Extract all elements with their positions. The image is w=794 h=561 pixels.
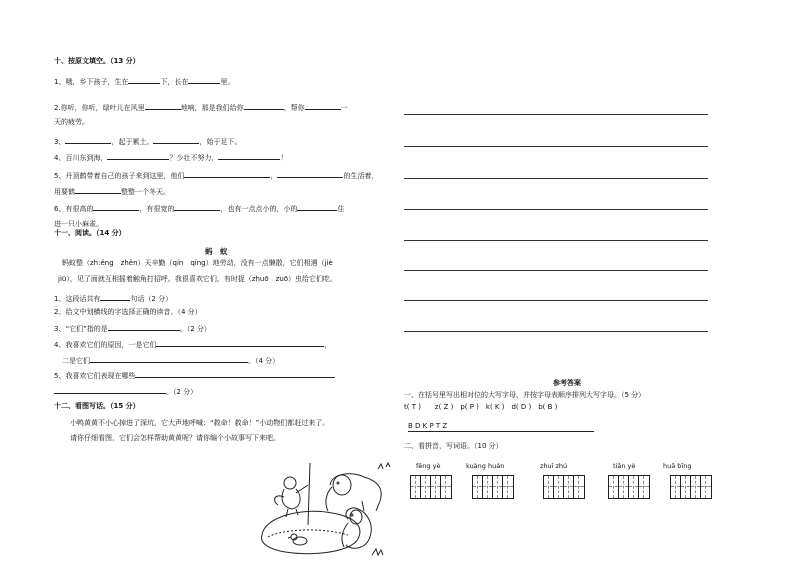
q10-1: 1、哦，乡下孩子，生在 下，长在 里。 <box>54 78 235 86</box>
q11-2: 2、给文中划横线的字选择正确的读音。（4 分） <box>54 308 202 316</box>
q11-4: 4、我喜欢它们的原因，一是它们 ， <box>54 341 332 349</box>
q11-5: 5、我喜欢它们表现在哪些 <box>54 370 335 381</box>
answer-q1: 一、在括号里写出相对位的大写字母，并按字母表顺序排列大写字母。（5 分） <box>404 391 646 399</box>
q11-5b: 。（2 分） <box>54 386 197 397</box>
q11-1: 1、这段话共有 句话（2 分） <box>54 295 173 303</box>
writing-grid-4 <box>608 475 650 499</box>
q10-2b: 天的疲劳。 <box>54 118 89 126</box>
writing-grid-2 <box>472 475 514 499</box>
q10-4: 4、百川东到海， ？少壮不努力， ！ <box>54 154 288 162</box>
writing-grid-3 <box>543 475 585 499</box>
illustration-rescue-duck <box>252 455 392 559</box>
answer-line <box>404 146 708 147</box>
passage-line-2: jiū），见了面就互相摇着触角打招呼。我很喜欢它们，有时捉（zhuō zuō）虫给它们吃。 <box>58 275 338 283</box>
passage-title: 蚂 蚁 <box>205 247 228 256</box>
answer-line <box>404 240 708 241</box>
answer-line <box>404 114 708 115</box>
answer-line <box>404 331 708 332</box>
answer-line <box>404 209 708 210</box>
passage-line-1: 蚂蚁整（zh:ěng zhěn）天辛勤（qín qíng）地劳动，没有一点懒散，它们相遇（jiè <box>62 259 333 267</box>
answer-letters: t( T ) z( Z ) p( P ) k( K ) d( D ) b( B ) <box>404 403 558 411</box>
q10-5: 5、丹顶鹤带着自己的孩子来到这里，他们 ， 的生活着， <box>54 172 379 180</box>
writing-grid-5 <box>670 475 712 499</box>
pinyin-5: huā bīng <box>663 462 692 470</box>
q10-6: 6、有很高的 ，有很宽的 ，也有一点点小的，小的 住 <box>54 205 345 213</box>
pinyin-3: zhuī zhú <box>540 462 568 470</box>
section-10-title: 十、按原文填空。（13 分） <box>54 57 140 65</box>
q12-line-2: 请你仔细看图，它们会怎样帮助黄黄呢？请你编个小故事写下来吧。 <box>70 434 280 442</box>
answer-key-title: 参考答案 <box>553 379 581 387</box>
answer-line <box>404 270 708 271</box>
q10-2: 2.你听，你听，绿叶儿在风里 地响，那是我们给你 ，帮你 一 <box>54 104 348 112</box>
answer-q2: 二、看拼音，写词语。（10 分） <box>404 442 503 450</box>
q10-6b: 进一只小麻雀。 <box>54 220 103 228</box>
answer-line <box>404 178 708 179</box>
pinyin-4: tiān yè <box>613 462 636 470</box>
writing-grid-1 <box>410 475 452 499</box>
q10-3: 3、 ，起于累土。 ，始于足下。 <box>54 138 242 146</box>
answer-order: B D K P T Z <box>408 422 594 432</box>
answer-line <box>404 300 708 301</box>
q11-3: 3、“它们”指的是 。（2 分） <box>54 325 211 333</box>
q11-4b: 二是它们 。（4 分） <box>62 357 280 365</box>
q10-5b: 用要鹤 整整一个冬天。 <box>54 188 170 196</box>
section-12-title: 十二、看图写话。（15 分） <box>54 402 140 410</box>
q12-line-1: 小鸭黄黄不小心掉进了深坑，它大声地呼喊：“救命！救命！”小动物们都赶过来了。 <box>70 419 330 427</box>
section-11-title: 十一、阅读。（14 分） <box>54 229 126 237</box>
pinyin-2: kuàng huán <box>466 462 505 470</box>
pinyin-1: fēng yè <box>416 462 441 470</box>
